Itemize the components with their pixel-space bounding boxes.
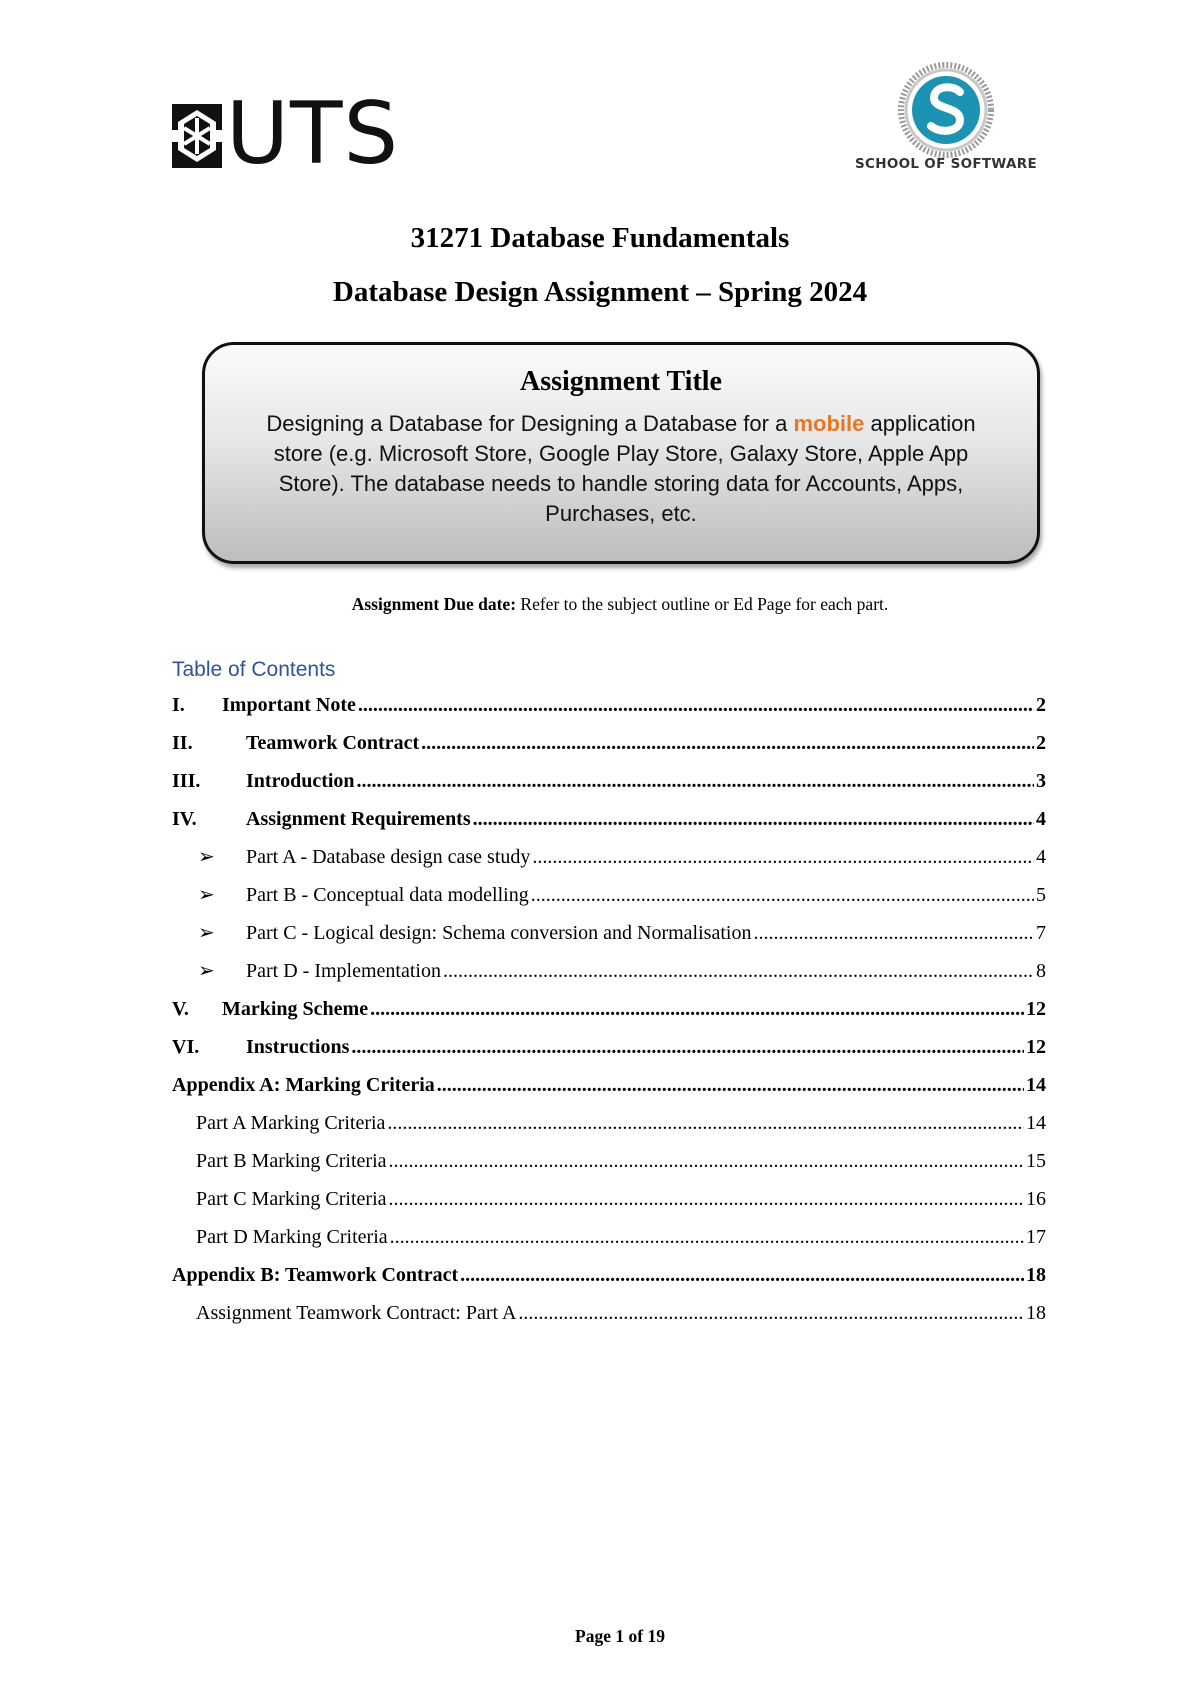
toc-heading: Table of Contents	[172, 658, 336, 681]
toc-entry-marking-scheme[interactable]	[172, 996, 1046, 1022]
toc-entry-page: 4	[1036, 808, 1046, 830]
toc-entry-label: Part C - Logical design: Schema conversion and Normalisation	[246, 922, 752, 944]
toc-entry-page: 15	[1026, 1150, 1046, 1172]
toc-entry-part-c[interactable]	[198, 920, 1046, 946]
toc-bullet-arrow-icon: ➢	[198, 922, 215, 944]
toc-entry-page: 5	[1036, 884, 1046, 906]
toc-leader-dots	[387, 1110, 1024, 1136]
toc-entry-label: Assignment Teamwork Contract: Part A	[196, 1302, 517, 1324]
toc-leader-dots	[370, 996, 1024, 1022]
toc-leader-dots	[358, 692, 1034, 718]
toc-entry-number: IV.	[172, 808, 197, 830]
course-title: 31271 Database Fundamentals	[410, 222, 790, 254]
assignment-title-box	[202, 342, 1040, 564]
description-part-2: application store (e.g. Microsoft Store, Google Play Store, Galaxy Store, Apple App Store). The database needs to handle storing data for Accounts, Apps, Purchases, etc.	[273, 411, 976, 526]
toc-entry-appendix-b[interactable]	[172, 1262, 1046, 1288]
toc-bullet-arrow-icon: ➢	[198, 884, 215, 906]
uts-logo-text: UTS	[226, 84, 400, 184]
toc-entry-teamwork-contract[interactable]	[172, 730, 1046, 756]
toc-entry-page: 14	[1026, 1112, 1046, 1134]
toc-leader-dots	[351, 1034, 1024, 1060]
toc-entry-label: Marking Scheme	[222, 998, 369, 1020]
toc-bullet-arrow-icon: ➢	[198, 960, 215, 982]
toc-entry-label: Appendix A: Marking Criteria	[172, 1074, 435, 1096]
page-number: Page 1 of 19	[575, 1626, 665, 1646]
toc-leader-dots	[357, 768, 1034, 794]
toc-entry-assignment-requirements[interactable]	[172, 806, 1046, 832]
toc-entry-number: I.	[172, 694, 185, 716]
toc-entry-label: Important Note	[222, 694, 356, 716]
toc-entry-page: 18	[1026, 1264, 1046, 1286]
toc-entry-teamwork-contract-part-a[interactable]	[196, 1300, 1046, 1326]
toc-leader-dots	[460, 1262, 1024, 1288]
toc-entry-number: V.	[172, 998, 189, 1020]
toc-entry-label: Part B - Conceptual data modelling	[246, 884, 529, 906]
toc-entry-page: 12	[1026, 1036, 1046, 1058]
toc-entry-part-d[interactable]	[198, 958, 1046, 984]
toc-entry-label: Appendix B: Teamwork Contract	[172, 1264, 459, 1286]
toc-entry-page: 2	[1036, 732, 1046, 754]
toc-entry-page: 7	[1036, 922, 1046, 944]
toc-leader-dots	[518, 1300, 1024, 1326]
toc-entry-page: 18	[1026, 1302, 1046, 1324]
toc-leader-dots	[532, 844, 1034, 870]
toc-entry-label: Part A Marking Criteria	[196, 1112, 386, 1134]
toc-entry-part-d-criteria[interactable]	[196, 1224, 1046, 1250]
toc-leader-dots	[389, 1148, 1024, 1174]
toc-entry-page: 12	[1026, 998, 1046, 1020]
toc-leader-dots	[389, 1186, 1024, 1212]
school-logo-text: SCHOOL OF SOFTWARE	[855, 156, 1037, 172]
toc-entry-part-c-criteria[interactable]	[196, 1186, 1046, 1212]
toc-entry-part-b[interactable]	[198, 882, 1046, 908]
toc-entry-page: 14	[1026, 1074, 1046, 1096]
toc-entry-part-a[interactable]	[198, 844, 1046, 870]
toc-entry-part-a-criteria[interactable]	[196, 1110, 1046, 1136]
due-date-text: Refer to the subject outline or Ed Page for each part.	[516, 594, 889, 614]
toc-entry-label: Assignment Requirements	[246, 808, 471, 830]
toc-entry-page: 3	[1036, 770, 1046, 792]
toc-entry-important-note[interactable]	[172, 692, 1046, 718]
school-of-software-logo	[846, 62, 1046, 180]
toc-entry-page: 16	[1026, 1188, 1046, 1210]
toc-entry-label: Teamwork Contract	[246, 732, 420, 754]
toc-entry-label: Part D - Implementation	[246, 960, 441, 982]
toc-entry-label: Part B Marking Criteria	[196, 1150, 387, 1172]
toc-entry-number: VI.	[172, 1036, 200, 1058]
toc-entry-page: 2	[1036, 694, 1046, 716]
toc-entry-label: Instructions	[246, 1036, 350, 1058]
toc-entry-label: Part A - Database design case study	[246, 846, 531, 868]
toc-entry-label: Introduction	[246, 770, 355, 792]
toc-entry-page: 8	[1036, 960, 1046, 982]
toc-entry-number: II.	[172, 732, 193, 754]
toc-entry-label: Part C Marking Criteria	[196, 1188, 387, 1210]
toc-leader-dots	[531, 882, 1034, 908]
toc-leader-dots	[421, 730, 1034, 756]
toc-entry-instructions[interactable]	[172, 1034, 1046, 1060]
uts-logo	[172, 84, 400, 184]
toc-entry-appendix-a[interactable]	[172, 1072, 1046, 1098]
uts-crest-icon	[172, 104, 222, 168]
school-logo-ring-icon	[898, 62, 994, 158]
toc-entry-introduction[interactable]	[172, 768, 1046, 794]
due-date-line	[0, 594, 1200, 615]
toc-leader-dots	[437, 1072, 1024, 1098]
due-date-label: Assignment Due date:	[351, 594, 517, 614]
toc-leader-dots	[473, 806, 1034, 832]
toc-leader-dots	[443, 958, 1034, 984]
toc-leader-dots	[753, 920, 1034, 946]
toc-entry-number: III.	[172, 770, 201, 792]
description-highlight: mobile	[793, 411, 865, 436]
toc-entry-page: 4	[1036, 846, 1046, 868]
assignment-title: Database Design Assignment – Spring 2024	[332, 276, 868, 308]
assignment-box-description	[245, 409, 997, 529]
toc-entry-part-b-criteria[interactable]	[196, 1148, 1046, 1174]
toc-entry-label: Part D Marking Criteria	[196, 1226, 388, 1248]
assignment-box-heading: Assignment Title	[520, 366, 722, 397]
description-part-1: Designing a Database for Designing a Database for a	[266, 411, 794, 436]
toc-bullet-arrow-icon: ➢	[198, 846, 215, 868]
toc-entry-page: 17	[1026, 1226, 1046, 1248]
toc-leader-dots	[390, 1224, 1024, 1250]
